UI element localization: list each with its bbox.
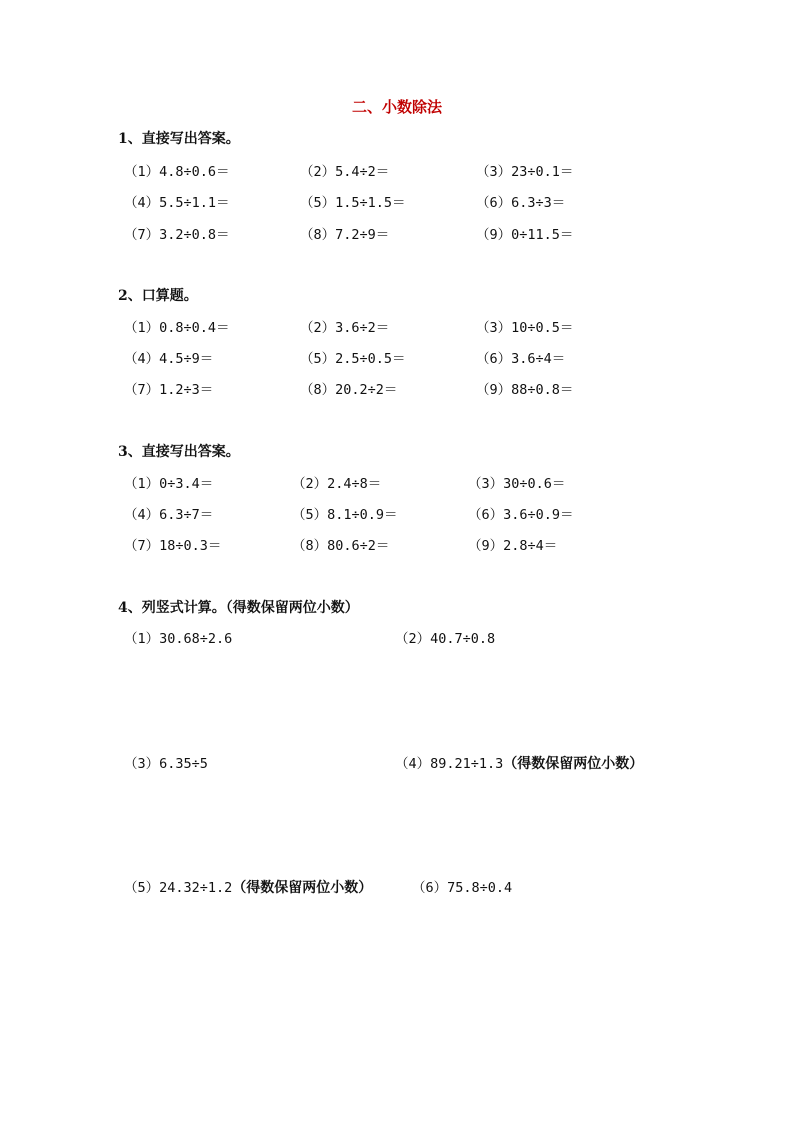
problem: （5）1.5÷1.5＝ [300,195,406,211]
section-4-heading: 4、列竖式计算。（得数保留两位小数） [118,600,359,616]
problem: （7）1.2÷3＝ [124,382,214,398]
problem: （5）8.1÷0.9＝ [292,507,398,523]
problem: （9）88÷0.8＝ [476,382,574,398]
problem [124,627,232,647]
problem: （2）5.4÷2＝ [300,164,390,180]
problem: （6）3.6÷0.9＝ [468,507,574,523]
problem-expression: （2）40.7÷0.8 [395,631,496,647]
problem: （2）2.4÷8＝ [292,476,382,492]
problem [395,752,643,773]
problem: （4）4.5÷9＝ [124,351,214,367]
worksheet-title: 二、小数除法 [351,98,442,116]
problem: （9）0÷11.5＝ [476,227,574,243]
problem-expression: （5）24.32÷1.2 [124,880,233,896]
problem: （1）0÷3.4＝ [124,476,214,492]
problem: （5）2.5÷0.5＝ [300,351,406,367]
section-3-heading: 3、直接写出答案。 [118,444,240,460]
problem: （6）3.6÷4＝ [476,351,566,367]
problem-expression: （4）89.21÷1.3 [395,756,504,772]
problem-expression: （3）6.35÷5 [124,756,208,772]
problem-note: （得数保留两位小数） [232,880,373,896]
section-1-heading: 1、直接写出答案。 [118,131,240,147]
problem: （9）2.8÷4＝ [468,538,558,554]
problem-note: （得数保留两位小数） [503,756,644,772]
problem: （3）23÷0.1＝ [476,164,574,180]
problem: （3）10÷0.5＝ [476,320,574,336]
problem [412,876,512,896]
problem [395,627,495,647]
problem: （2）3.6÷2＝ [300,320,390,336]
problem: （7）18÷0.3＝ [124,538,222,554]
problem [124,752,208,772]
problem: （4）6.3÷7＝ [124,507,214,523]
problem [124,876,372,897]
problem: （3）30÷0.6＝ [468,476,566,492]
problem: （8）80.6÷2＝ [292,538,390,554]
problem: （4）5.5÷1.1＝ [124,195,230,211]
problem: （6）6.3÷3＝ [476,195,566,211]
problem: （1）4.8÷0.6＝ [124,164,230,180]
problem: （8）20.2÷2＝ [300,382,398,398]
problem: （7）3.2÷0.8＝ [124,227,230,243]
problem: （1）0.8÷0.4＝ [124,320,230,336]
section-2-heading: 2、口算题。 [118,288,198,304]
problem-expression: （6）75.8÷0.4 [412,880,513,896]
problem-expression: （1）30.68÷2.6 [124,631,233,647]
problem: （8）7.2÷9＝ [300,227,390,243]
